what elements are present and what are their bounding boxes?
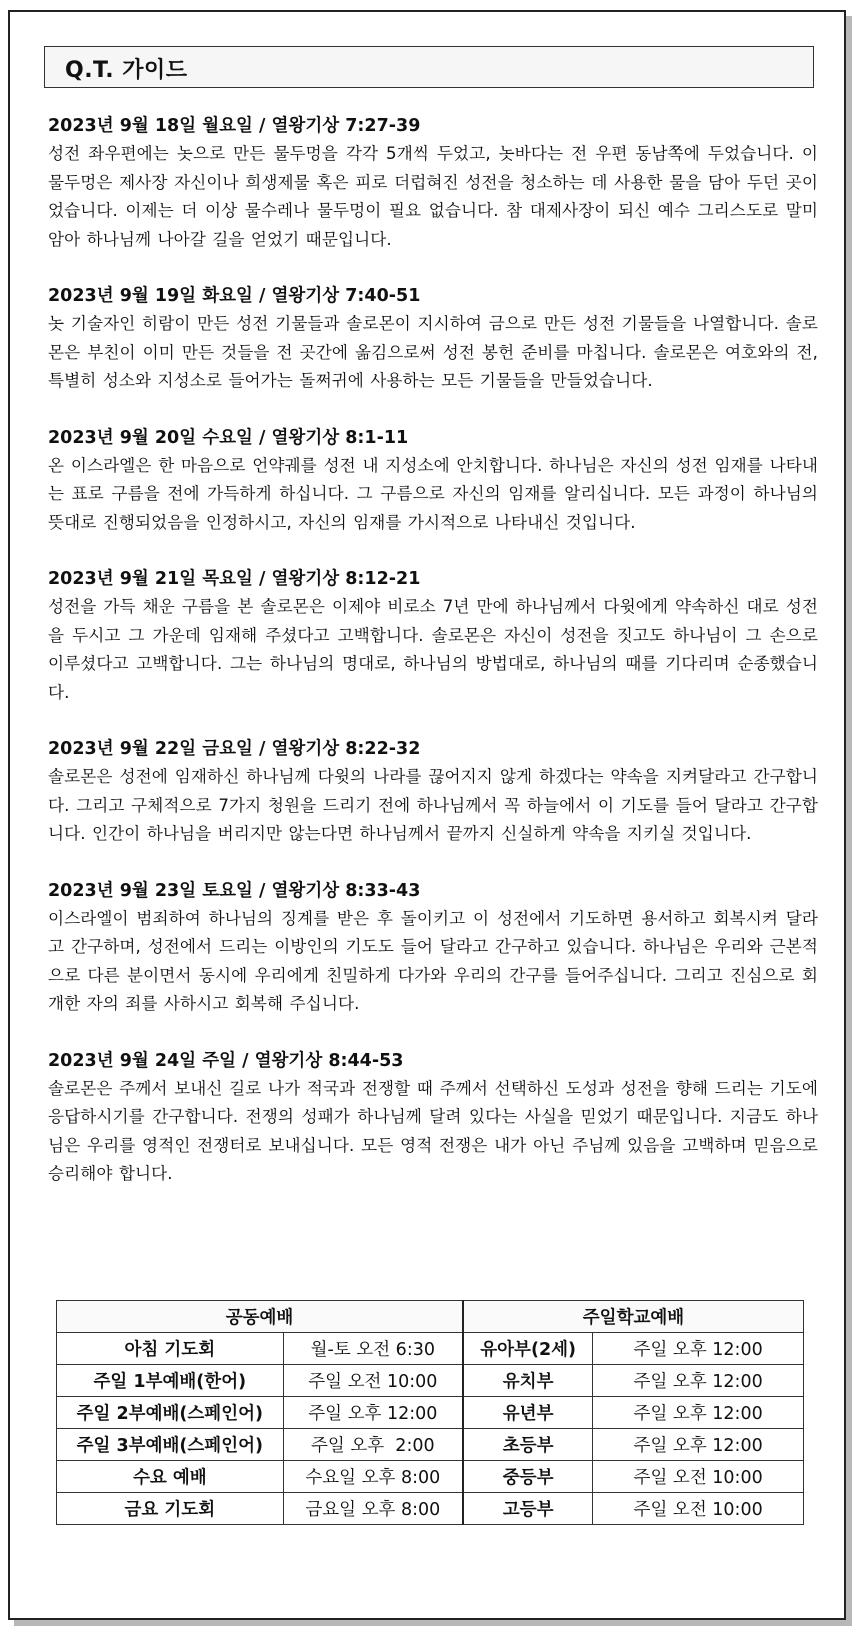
department-time: 주일 오후 12:00: [593, 1333, 804, 1365]
department-time: 주일 오후 12:00: [593, 1429, 804, 1461]
service-time: 주일 오후 12:00: [283, 1397, 463, 1429]
service-name: 금요 기도회: [57, 1493, 284, 1525]
table-row: [57, 1429, 804, 1461]
entry-title: 2023년 9월 23일 토요일 / 열왕기상 8:33-43: [48, 880, 421, 901]
service-time: 월-토 오전 6:30: [283, 1333, 463, 1365]
service-time: 주일 오전 10:00: [283, 1365, 463, 1397]
joint-worship-header: 공동예배: [57, 1301, 464, 1333]
entry-body: 성전 좌우편에는 놋으로 만든 물두멍을 각각 5개씩 두었고, 놋바다는 전 우편 동남쪽에 두었습니다. 이 물두멍은 제사장 자신이나 희생제물 혹은 피로 더럽혀진 성전을 청소하는 데 사용한 물을 담아 두던 곳이었습니다. 이제는 더 이상 물수레나 물두멍이 필요 없습니다. 참 대제사장이 되신 예수 그리스도로 말미암아 하나님께 나아갈 길을 얻었기 때문입니다.: [48, 144, 818, 249]
entry-body: 이스라엘이 범죄하여 하나님의 징계를 받은 후 돌이키고 이 성전에서 기도하면 용서하고 회복시켜 달라고 간구하며, 성전에서 드리는 이방인의 기도도 들어 달라고 간구하고 있습니다. 하나님은 우리와 근본적으로 다른 분이면서 동시에 우리에게 친밀하게 다가와 우리의 간구를 들어주십니다. 그리고 진심으로 회개한 자의 죄를 사하시고 회복해 주십니다.: [48, 908, 818, 1013]
entry-title: 2023년 9월 19일 화요일 / 열왕기상 7:40-51: [48, 286, 421, 306]
qt-guide-title: Q.T. 가이드: [65, 58, 188, 83]
table-row: [57, 1493, 804, 1525]
entry-title: 2023년 9월 18일 월요일 / 열왕기상 7:27-39: [48, 116, 421, 136]
entry-body: 솔로몬은 주께서 보내신 길로 나가 적국과 전쟁할 때 주께서 선택하신 도성과 성전을 향해 드리는 기도에 응답하시기를 간구합니다. 전쟁의 성패가 하나님께 달려 있다는 사실을 믿었기 때문입니다. 지금도 하나님은 우리를 영적인 전쟁터로 보내십니다. 모든 영적 전쟁은 내가 아닌 주님께 있음을 고백하며 믿음으로 승리해야 합니다.: [48, 1078, 818, 1183]
service-name: 주일 1부예배(한어): [57, 1365, 284, 1397]
devotional-entry: [48, 735, 818, 849]
entry-body: 솔로몬은 성전에 임재하신 하나님께 다윗의 나라를 끊어지지 않게 하겠다는 약속을 지켜달라고 간구합니다. 그리고 구체적으로 7가지 청원을 드리기 전에 하나님께서 꼭 하늘에서 이 기도를 들어 달라고 간구합니다. 인간이 하나님을 버리지만 않는다면 하나님께서 끝까지 신실하게 약속을 지키실 것입니다.: [48, 767, 818, 843]
service-name: 아침 기도회: [57, 1333, 284, 1365]
department-name: 유아부(2세): [463, 1333, 593, 1365]
department-name: 유년부: [463, 1397, 593, 1429]
department-time: 주일 오후 12:00: [593, 1365, 804, 1397]
table-row: [57, 1397, 804, 1429]
table-row: [57, 1333, 804, 1365]
table-row: [57, 1461, 804, 1493]
service-time: 주일 오후 2:00: [283, 1429, 463, 1461]
devotional-entry: [48, 877, 818, 1019]
service-name: 수요 예배: [57, 1461, 284, 1493]
entry-body: 놋 기술자인 히람이 만든 성전 기물들과 솔로몬이 지시하여 금으로 만든 성전 기물들을 나열합니다. 솔로몬은 부친이 이미 만든 것들을 전 곳간에 옮김으로써 성전 봉헌 준비를 마칩니다. 솔로몬은 여호와의 전, 특별히 성소와 지성소로 들어가는 돌쩌귀에 사용하는 모든 기물들을 만들었습니다.: [48, 314, 818, 390]
department-name: 중등부: [463, 1461, 593, 1493]
devotional-entries: [48, 112, 818, 1217]
entry-title: 2023년 9월 24일 주일 / 열왕기상 8:44-53: [48, 1050, 404, 1071]
worship-schedule-table: [56, 1300, 804, 1525]
devotional-entry: [48, 1047, 818, 1189]
entry-body: 온 이스라엘은 한 마음으로 언약궤를 성전 내 지성소에 안치합니다. 하나님은 자신의 성전 임재를 나타내는 표로 구름을 전에 가득하게 하십니다. 그 구름으로 자신의 임재를 알리십니다. 모든 과정이 하나님의 뜻대로 진행되었음을 인정하시고, 자신의 임재를 가시적으로 나타내신 것입니다.: [48, 455, 818, 532]
devotional-entry: [48, 424, 818, 538]
service-time: 금요일 오후 8:00: [283, 1493, 463, 1525]
devotional-entry: [48, 565, 818, 707]
table-row: [57, 1365, 804, 1397]
entry-title: 2023년 9월 20일 수요일 / 열왕기상 8:1-11: [48, 427, 409, 448]
service-time: 수요일 오후 8:00: [283, 1461, 463, 1493]
devotional-entry: [48, 282, 818, 396]
department-time: 주일 오전 10:00: [593, 1493, 804, 1525]
department-name: 고등부: [463, 1493, 593, 1525]
schedule-header-row: [57, 1301, 804, 1333]
department-time: 주일 오후 12:00: [593, 1397, 804, 1429]
entry-body: 성전을 가득 채운 구름을 본 솔로몬은 이제야 비로소 7년 만에 하나님께서 다윗에게 약속하신 대로 성전을 두시고 그 가운데 임재해 주셨다고 고백합니다. 솔로몬은 자신이 성전을 짓고도 하나님이 그 손으로 이루셨다고 고백합니다. 그는 하나님의 명대로, 하나님의 방법대로, 하나님의 때를 기다리며 순종했습니다.: [48, 597, 818, 702]
qt-guide-header: [44, 46, 814, 88]
service-name: 주일 2부예배(스페인어): [57, 1397, 284, 1429]
department-name: 초등부: [463, 1429, 593, 1461]
devotional-entry: [48, 112, 818, 254]
entry-title: 2023년 9월 21일 목요일 / 열왕기상 8:12-21: [48, 569, 421, 589]
service-name: 주일 3부예배(스페인어): [57, 1429, 284, 1461]
entry-title: 2023년 9월 22일 금요일 / 열왕기상 8:22-32: [48, 739, 421, 759]
sunday-school-header: 주일학교예배: [463, 1301, 804, 1333]
department-name: 유치부: [463, 1365, 593, 1397]
department-time: 주일 오전 10:00: [593, 1461, 804, 1493]
